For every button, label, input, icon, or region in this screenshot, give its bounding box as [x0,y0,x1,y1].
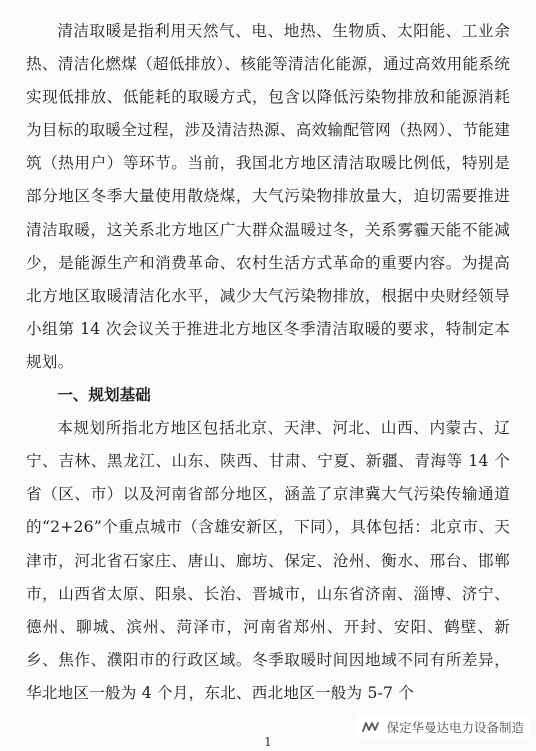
wechat-channel-icon [360,719,382,735]
source-watermark [356,716,530,738]
intro-paragraph: 清洁取暖是指利用天然气、电、地热、生物质、太阳能、工业余热、清洁化燃煤（超低排放）、核能等清洁化能源，通过高效用能系统实现低排放、低能耗的取暖方式，包含以降低污染物排放和能源消耗为目标的取暖全过程，涉及清洁热源、高效输配管网（热网）、节能建筑（热用户）等环节。当前，我国北方地区清洁取暖比例低，特别是部分地区冬季大量使用散烧煤，大气污染物排放量大，迫切需要推进清洁取暖，这关系北方地区广大群众温暖过冬，关系雾霾天能不能减少，是能源生产和消费革命、农村生活方式革命的重要内容。为提高北方地区取暖清洁化水平，减少大气污染物排放，根据中央财经领导小组第 14 次会议关于推进北方地区冬季清洁取暖的要求，特制定本规划。 [26,22,510,371]
scope-paragraph: 本规划所指北方地区包括北京、天津、河北、山西、内蒙古、辽宁、吉林、黑龙江、山东、陕西、甘肃、宁夏、新疆、青海等 14 个省（区、市）以及河南省部分地区，涵盖了京津冀大气污染传输通道的“2+26”个重点城市（含雄安新区，下同），具体包括：北京市、天津市，河北省石家庄、唐山、廊坊、保定、沧州、衡水、邢台、邯郸市，山西省太原、阳泉、长治、晋城市，山东省济南、淄博、济宁、德州、聊城、滨州、菏泽市，河南省郑州、开封、安阳、鹤壁、新乡、焦作、濮阳市的行政区域。冬季取暖时间因地域不同有所差异，华北地区一般为 4 个月，东北、西北地区一般为 5-7 个 [26,419,510,702]
page-number: 1 [264,735,272,749]
section-heading: 一、规划基础 [57,386,151,405]
watermark-text: 保定华曼达电力设备制造 [386,720,524,735]
